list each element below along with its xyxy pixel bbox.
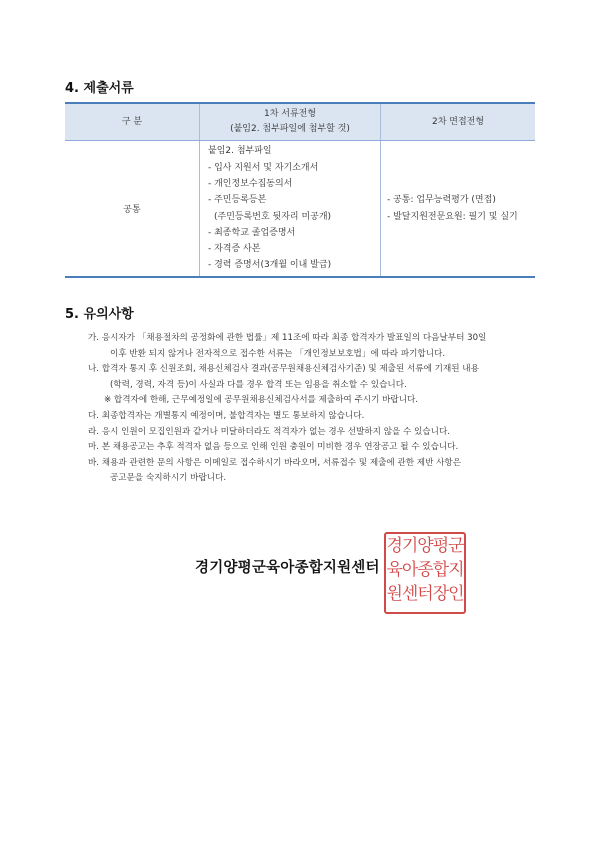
header-first-stage <box>200 103 381 141</box>
interview-item: - 공통: 업무능력평가 (면접) <box>387 194 496 205</box>
note-item: 가. 응시자가 「채용절차의 공정화에 관한 법률」제 11조에 따라 최종 합격자가 발표일의 다음날부터 30일 <box>88 333 487 343</box>
doc-item: 붙임2. 첨부파일 <box>208 146 272 157</box>
doc-item: - 경력 증명서(3개월 이내 발급) <box>208 260 332 271</box>
section-4-title: 4. 제출서류 <box>65 81 134 96</box>
interview-item: - 발달지원전문요원: 필기 및 실기 <box>387 211 518 222</box>
note-item: 라. 응시 인원이 모집인원과 같거나 미달하더라도 적격자가 없는 경우 선발하지 않을 수 있습니다. <box>88 426 451 437</box>
seal-line: 경기양평군 <box>386 536 464 556</box>
doc-item: - 입사 지원서 및 자기소개서 <box>208 162 319 173</box>
header-first-stage-note: (붙임2. 첨부파일에 첨부할 것) <box>230 124 350 134</box>
header-second-stage: 2차 면접전형 <box>381 103 536 141</box>
seal-line: 원센터장인 <box>386 584 464 604</box>
seal-line: 육아종합지 <box>386 560 464 580</box>
notes-list <box>88 331 548 487</box>
first-stage-docs-cell <box>200 141 381 278</box>
doc-item: - 자격증 사본 <box>208 244 261 255</box>
header-first-stage-title: 1차 서류전형 <box>263 109 317 119</box>
second-stage-cell <box>381 141 536 278</box>
note-item: 나. 합격자 통지 후 신원조회, 채용신체검사 결과(공무원채용신체검사기준) 및 제출된 서류에 기재된 내용 <box>88 364 479 375</box>
note-item: 마. 본 채용공고는 추후 적격자 없음 등으로 인해 인원 충원이 미비한 경우 연장공고 될 수 있습니다. <box>88 442 459 453</box>
section-5-title: 5. 유의사항 <box>65 307 134 322</box>
doc-item: - 개인정보수집동의서 <box>208 178 293 189</box>
note-item: (학력, 경력, 자격 등)이 사실과 다를 경우 합격 또는 임용을 취소할 수 있습니다. <box>110 379 407 390</box>
note-item: 공고문을 숙지하시기 바랍니다. <box>110 473 227 484</box>
note-item: 바. 채용과 관련한 문의 사항은 이메일로 접수하시기 바라오며, 서류접수 및 제출에 관한 제반 사항은 <box>88 457 462 468</box>
official-seal-stamp <box>384 532 466 614</box>
category-cell: 공통 <box>65 141 200 278</box>
note-item: ※ 합격자에 한해, 근무예정일에 공무원채용신체검사서를 제출하여 주시기 바랍니다. <box>104 395 419 406</box>
header-category: 구 분 <box>65 103 200 141</box>
table-row <box>65 141 535 278</box>
doc-item: - 최종학교 졸업증명서 <box>208 227 296 238</box>
note-item: 다. 최종합격자는 개별통지 예정이며, 불합격자는 별도 통보하지 않습니다. <box>88 410 365 421</box>
organization-name: 경기양평군육아종합지원센터 <box>195 560 380 576</box>
note-item: 이후 반환 되지 않거나 전자적으로 접수한 서류는 「개인정보보호법」에 따라 파기합니다. <box>110 348 446 359</box>
doc-item: - 주민등록등본 <box>208 195 267 206</box>
documents-table <box>65 102 535 278</box>
doc-item: (주민등록번호 뒷자리 미공개) <box>214 211 332 222</box>
